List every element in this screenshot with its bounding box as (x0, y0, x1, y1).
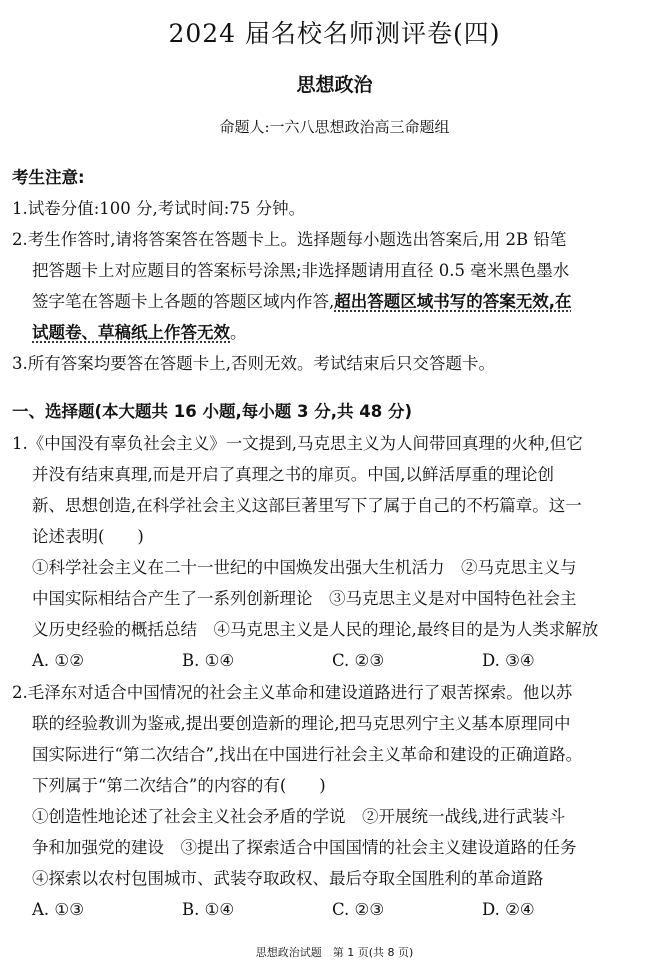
q1-line: 中国实际相结合产生了一系列创新理论 ③马克思主义是对中国特色社会主 (32, 589, 577, 608)
notice-item-2-line-2: 把答题卡上对应题目的答案标号涂黑;非选择题请用直径 0.5 毫米黑色墨水 (32, 261, 570, 280)
q1-options (12, 645, 657, 676)
exam-title: 2024 届名校名师测评卷(四) (168, 19, 501, 48)
q1-option-c: C. ②③ (332, 651, 385, 670)
notice-item-3: 3.所有答案均要答在答题卡上,否则无效。考试结束后只交答题卡。 (12, 354, 495, 373)
page-footer: 思想政治试题 第 1 页(共 8 页) (255, 946, 414, 959)
q2-option-b: B. ①④ (182, 900, 235, 919)
q2-line: ①创造性地论述了社会主义社会矛盾的学说 ②开展统一战线,进行武装斗 (32, 807, 566, 826)
q2-options (12, 894, 657, 925)
q2-option-d: D. ②④ (482, 900, 535, 919)
q2-line: ④探索以农村包围城市、武装夺取政权、最后夺取全国胜利的革命道路 (32, 869, 544, 888)
q2-option-a: A. ①③ (32, 900, 84, 919)
q2-line: 国实际进行“第二次结合”,找出在中国进行社会主义革命和建设的正确道路。 (32, 745, 583, 764)
q2-line: 2.毛泽东对适合中国情况的社会主义革命和建设道路进行了艰苦探索。他以苏 (12, 683, 573, 702)
q1-line: 新、思想创造,在科学社会主义这部巨著里写下了属于自己的不朽篇章。这一 (32, 496, 582, 515)
q1-line: 1.《中国没有辜负社会主义》一文提到,马克思主义为人间带回真理的火种,但它 (12, 434, 583, 453)
notice-item-2-line-4 (12, 317, 657, 348)
q2-line: 争和加强党的建设 ③提出了探索适合中国国情的社会主义建设道路的任务 (32, 838, 577, 857)
q2-line: 联的经验教训为鉴戒,提出要创造新的理论,把马克思列宁主义基本原理同中 (32, 714, 571, 733)
notice-item-2-line-1: 2.考生作答时,请将答案答在答题卡上。选择题每小题选出答案后,用 2B 铅笔 (12, 230, 567, 249)
q1-option-d: D. ③④ (482, 651, 535, 670)
q1-option-b: B. ①④ (182, 651, 235, 670)
notice-item-2-line-3 (12, 286, 657, 317)
q1-line: 义历史经验的概括总结 ④马克思主义是人民的理论,最终目的是为人类求解放 (32, 620, 599, 639)
q2-line: 下列属于“第二次结合”的内容的有( ) (32, 776, 326, 795)
notice-heading: 考生注意: (12, 168, 85, 187)
question-1 (12, 428, 657, 676)
q1-line: 并没有结束真理,而是开启了真理之书的扉页。中国,以鲜活厚重的理论创 (32, 465, 554, 484)
notice-block (12, 162, 657, 379)
question-2 (12, 677, 657, 925)
notice-item-2-end: 。 (230, 323, 247, 342)
section-heading-block (12, 396, 657, 427)
notice-emphasis-1: 超出答题区域书写的答案无效,在 (334, 292, 572, 311)
q2-option-c: C. ②③ (332, 900, 385, 919)
section-heading: 一、选择题(本大题共 16 小题,每小题 3 分,共 48 分) (12, 402, 412, 421)
notice-item-1: 1.试卷分值:100 分,考试时间:75 分钟。 (12, 199, 306, 218)
notice-emphasis-2: 试题卷、草稿纸上作答无效 (32, 323, 230, 342)
q1-option-a: A. ①② (32, 651, 84, 670)
author-line: 命题人:一六八思想政治高三命题组 (219, 118, 450, 136)
subject-title: 思想政治 (296, 74, 373, 96)
q1-line: ①科学社会主义在二十一世纪的中国焕发出强大生机活力 ②马克思主义与 (32, 558, 577, 577)
q1-line: 论述表明( ) (32, 527, 144, 546)
notice-item-2-text: 签字笔在答题卡上各题的答题区域内作答, (32, 292, 335, 311)
